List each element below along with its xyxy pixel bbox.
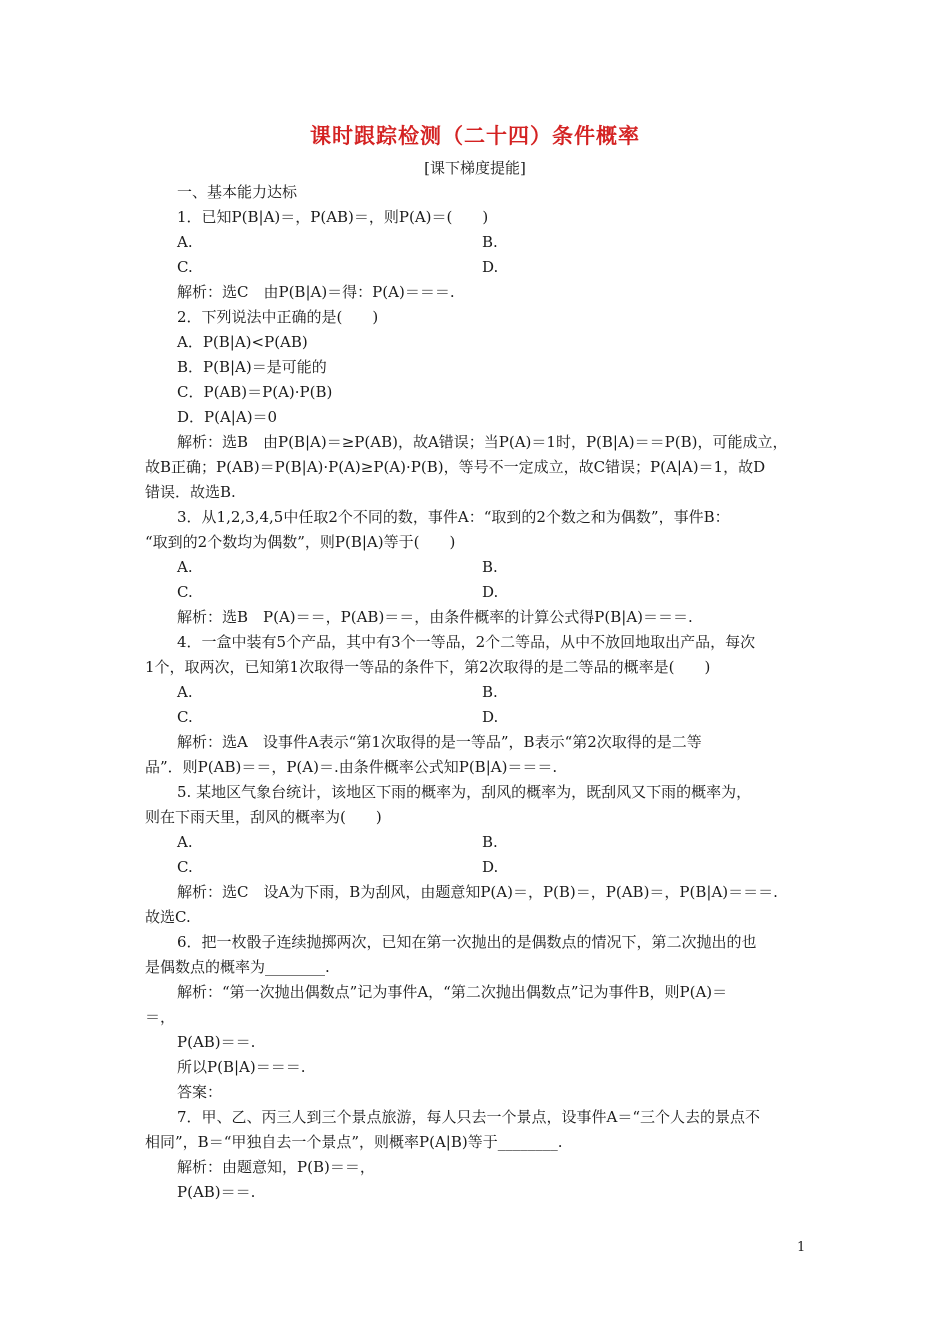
q6-analysis-line2: ＝， (145, 1008, 176, 1026)
q1-option-c: C. (177, 258, 193, 276)
q2-stem: 2．下列说法中正确的是( ) (177, 308, 379, 326)
q1-options-cd (145, 255, 810, 280)
page-number: 1 (797, 1240, 806, 1255)
q5-option-c: C. (177, 858, 193, 876)
q4-option-d: D. (482, 708, 499, 726)
q3-stem-line1: 3．从1,2,3,4,5中任取2个不同的数，事件A：“取到的2个数之和为偶数”，事件B： (177, 508, 730, 526)
q5-analysis-line1: 解析：选C 设A为下雨，B为刮风，由题意知P(A)＝，P(B)＝，P(AB)＝，P(B|A)＝＝＝. (177, 883, 778, 901)
q5-option-d: D. (482, 858, 499, 876)
q3-option-a: A. (177, 558, 193, 576)
q5-options-cd (145, 855, 810, 880)
q3-options-cd (145, 580, 810, 605)
q6-analysis-line1: 解析：“第一次抛出偶数点”记为事件A，“第二次抛出偶数点”记为事件B，则P(A)＝ (177, 983, 728, 1001)
q6-answer: 答案： (177, 1083, 223, 1101)
q1-options-ab (145, 230, 810, 255)
q5-stem-line2: 则在下雨天里，刮风的概率为( ) (145, 808, 382, 826)
q5-options-ab (145, 830, 810, 855)
q3-option-c: C. (177, 583, 193, 601)
q1-analysis: 解析：选C 由P(B|A)＝得：P(A)＝＝＝. (177, 283, 455, 301)
q3-option-b: B. (482, 558, 498, 576)
q4-option-b: B. (482, 683, 498, 701)
q1-option-b: B. (482, 233, 498, 251)
q4-option-c: C. (177, 708, 193, 726)
q7-stem-line2: 相同”，B＝“甲独自去一个景点”，则概率P(A|B)等于________. (145, 1133, 563, 1151)
q2-analysis-line1: 解析：选B 由P(B|A)＝≥P(AB)，故A错误；当P(A)＝1时，P(B|A)＝＝P(B)，可能成立， (177, 433, 788, 451)
document-body (145, 180, 810, 1205)
q1-stem: 1．已知P(B|A)＝，P(AB)＝，则P(A)＝( ) (177, 208, 489, 226)
q6-stem-line1: 6．把一枚骰子连续抛掷两次，已知在第一次抛出的是偶数点的情况下，第二次抛出的也 (177, 933, 757, 951)
q1-option-a: A. (177, 233, 193, 251)
q5-analysis-line2: 故选C. (145, 908, 191, 926)
q3-analysis: 解析：选B P(A)＝＝，P(AB)＝＝，由条件概率的计算公式得P(B|A)＝＝＝. (177, 608, 693, 626)
q2-analysis-line3: 错误．故选B. (145, 483, 236, 501)
q5-option-b: B. (482, 833, 498, 851)
q6-analysis-line3: P(AB)＝＝. (177, 1033, 256, 1051)
q5-stem-line1: 5. 某地区气象台统计，该地区下雨的概率为，刮风的概率为，既刮风又下雨的概率为， (177, 783, 752, 801)
q7-analysis-line1: 解析：由题意知，P(B)＝＝， (177, 1158, 375, 1176)
page-title: 课时跟踪检测（二十四）条件概率 (310, 124, 640, 148)
q1-option-d: D. (482, 258, 499, 276)
q4-options-cd (145, 705, 810, 730)
q3-option-d: D. (482, 583, 499, 601)
q3-stem-line2: “取到的2个数均为偶数”，则P(B|A)等于( ) (145, 533, 456, 551)
q3-options-ab (145, 555, 810, 580)
q4-stem-line1: 4．一盒中装有5个产品，其中有3个一等品，2个二等品，从中不放回地取出产品，每次 (177, 633, 756, 651)
q4-analysis-line2: 品”．则P(AB)＝＝，P(A)＝.由条件概率公式知P(B|A)＝＝＝. (145, 758, 558, 776)
q6-stem-line2: 是偶数点的概率为________. (145, 958, 330, 976)
q2-analysis-line2: 故B正确；P(AB)＝P(B|A)·P(A)≥P(A)·P(B)，等号不一定成立，故C错误；P(A|A)＝1，故D (145, 458, 766, 476)
q2-option-b: B．P(B|A)＝是可能的 (177, 358, 327, 376)
q7-analysis-line2: P(AB)＝＝. (177, 1183, 256, 1201)
q7-stem-line1: 7．甲、乙、丙三人到三个景点旅游，每人只去一个景点，设事件A＝“三个人去的景点不 (177, 1108, 761, 1126)
q5-option-a: A. (177, 833, 193, 851)
q4-options-ab (145, 680, 810, 705)
q4-option-a: A. (177, 683, 193, 701)
q2-option-a: A．P(B|A)<P(AB) (177, 333, 308, 351)
q4-stem-line2: 1个，取两次，已知第1次取得一等品的条件下，第2次取得的是二等品的概率是( ) (145, 658, 711, 676)
q2-option-c: C．P(AB)＝P(A)·P(B) (177, 383, 333, 401)
page-subtitle: [课下梯度提能] (424, 159, 526, 177)
q6-analysis-line4: 所以P(B|A)＝＝＝. (177, 1058, 306, 1076)
q2-option-d: D．P(A|A)＝0 (177, 408, 278, 426)
q4-analysis-line1: 解析：选A 设事件A表示“第1次取得的是一等品”，B表示“第2次取得的是二等 (177, 733, 702, 751)
section-heading: 一、基本能力达标 (177, 183, 298, 201)
